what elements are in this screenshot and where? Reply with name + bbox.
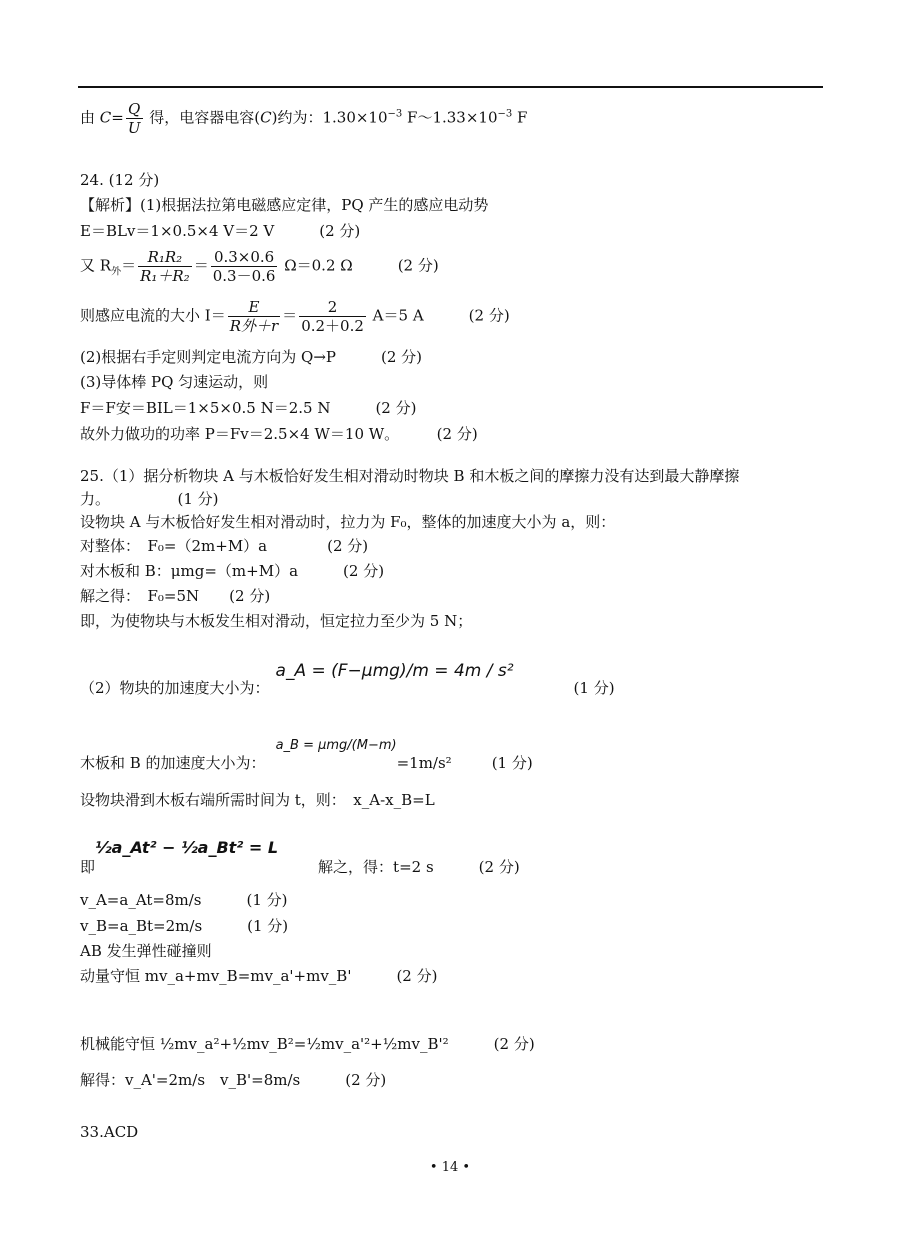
- q25-line-17: 解得：v_A'=2m/s v_B'=8m/s (2 分): [80, 1071, 387, 1089]
- text: ＝: [193, 256, 209, 275]
- q25-line-2: 力。 (1 分): [80, 490, 219, 508]
- page-number: • 14 •: [429, 1160, 471, 1175]
- text: 则感应电流的大小 I＝: [80, 306, 226, 325]
- q25-line-7: 即，为使物块与木板发生相对滑动，恒定拉力至少为 5 N；: [80, 612, 473, 630]
- equation-image: a_A = (F−μmg)/m = 4m / s²: [275, 661, 514, 681]
- analysis-line: 【解析】(1)根据法拉第电磁感应定律，PQ 产生的感应电动势: [80, 196, 489, 214]
- q25-line-4: 对整体： F₀=（2m+M）a (2 分): [80, 537, 369, 555]
- text: ＝: [121, 256, 137, 275]
- text: 得，电容器电容(: [144, 108, 261, 127]
- q25-line-3: 设物块 A 与木板恰好发生相对滑动时，拉力为 F₀，整体的加速度大小为 a，则：: [80, 513, 616, 531]
- q25-line-15: 动量守恒 mv_a+mv_B=mv_a'+mv_B' (2 分): [80, 967, 438, 985]
- text: =: [111, 108, 124, 127]
- denominator: U: [127, 119, 141, 137]
- q25-line-6: 解之得： F₀=5N (2 分): [80, 587, 271, 605]
- q33-answer: 33.ACD: [80, 1123, 139, 1141]
- q25-line-13: v_B=a_Bt=2m/s (1 分): [80, 917, 289, 935]
- numerator: 2: [299, 298, 366, 317]
- q25-line-14: AB 发生弹性碰撞则: [80, 942, 212, 960]
- text: 木板和 B 的加速度大小为：: [80, 754, 266, 772]
- text: F～1.33×10: [402, 108, 498, 127]
- q25-line-10: 设物块滑到木板右端所需时间为 t，则： x_A-x_B=L: [80, 791, 435, 809]
- text: (1 分): [491, 754, 533, 772]
- numerator: R₁R₂: [138, 248, 192, 267]
- force-line: F＝F安＝BIL＝1×5×0.5 N＝2.5 N (2 分): [80, 399, 417, 417]
- q25-line-5: 对木板和 B：μmg=（m+M）a (2 分): [80, 562, 385, 580]
- text: （2）物块的加速度大小为：: [80, 679, 270, 697]
- text: ＝: [282, 306, 298, 325]
- exponent: −3: [387, 108, 403, 120]
- fraction: [228, 298, 280, 335]
- numerator: Q: [126, 100, 143, 119]
- exponent: −3: [497, 108, 513, 120]
- uniform-motion-line: (3)导体棒 PQ 匀速运动，则: [80, 373, 269, 391]
- denominator: 0.3－0.6: [212, 267, 276, 285]
- question-24-heading: 24. (12 分): [80, 171, 160, 189]
- text: 又 R: [80, 256, 112, 275]
- fraction: [126, 100, 143, 137]
- fraction: [299, 298, 366, 335]
- subscript: 外: [111, 266, 122, 278]
- fraction: [138, 248, 192, 285]
- emf-line: E＝BLv＝1×0.5×4 V＝2 V (2 分): [80, 222, 361, 240]
- q25-kinematics: [80, 837, 520, 876]
- equation-image: ½a_At² − ½a_Bt² = L: [95, 838, 279, 857]
- text: 由: [80, 108, 100, 127]
- text: A＝5 A (2 分): [367, 306, 510, 325]
- text: 解之，得：t=2 s (2 分): [318, 858, 520, 876]
- text: C: [99, 108, 112, 127]
- text: =1m/s²: [396, 754, 452, 772]
- capacitance-line: [80, 100, 527, 137]
- text: F: [512, 108, 528, 127]
- denominator: R外＋r: [229, 317, 279, 335]
- q25-accel-a: [80, 660, 615, 697]
- denominator: R₁＋R₂: [140, 267, 190, 285]
- power-line: 故外力做功的功率 P＝Fv＝2.5×4 W＝10 W。 (2 分): [80, 425, 478, 443]
- text: Ω＝0.2 Ω (2 分): [279, 256, 439, 275]
- current-line: [80, 298, 510, 335]
- text: 即: [80, 858, 96, 876]
- q25-line-12: v_A=a_At=8m/s (1 分): [80, 891, 288, 909]
- header-rule: [78, 86, 823, 88]
- equation-image: a_B = μmg/(M−m): [275, 738, 397, 753]
- text: C: [260, 108, 272, 127]
- numerator: E: [228, 298, 280, 317]
- q25-line-1: 25.（1）据分析物块 A 与木板恰好发生相对滑动时物块 B 和木板之间的摩擦力没有达到最大静摩擦: [80, 467, 740, 485]
- numerator: 0.3×0.6: [211, 248, 278, 267]
- fraction: [211, 248, 278, 285]
- q25-line-16: 机械能守恒 ½mv_a²+½mv_B²=½mv_a'²+½mv_B'² (2 分): [80, 1035, 535, 1053]
- resistance-line: [80, 248, 439, 285]
- direction-line: (2)根据右手定则判定电流方向为 Q→P (2 分): [80, 348, 422, 366]
- q25-accel-b: [80, 735, 533, 772]
- text: (1 分): [573, 679, 615, 697]
- denominator: 0.2＋0.2: [301, 317, 364, 335]
- text: )约为：1.30×10: [271, 108, 388, 127]
